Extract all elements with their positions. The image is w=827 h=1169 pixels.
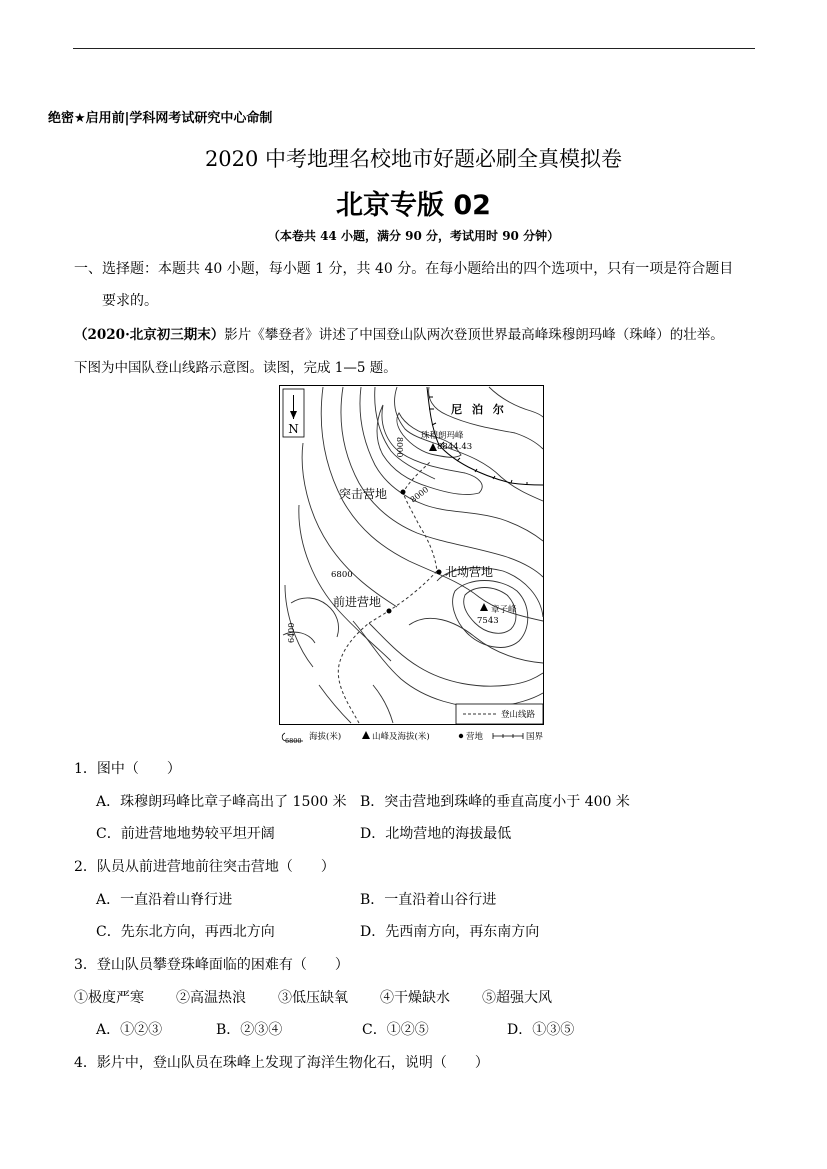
exam-meta: （本卷共 44 小题，满分 90 分，考试用时 90 分钟） [267,229,560,243]
legend-peak-icon [362,731,370,739]
question-3-stem: 3．登山队员攀登珠峰面临的困难有（ ） [74,957,349,973]
section-heading-cont: 要求的。 [102,293,158,309]
north-label: N [288,422,299,436]
question-3-option-a: A．①②③ [96,1022,163,1038]
contour-label-6400: 6400 [287,622,296,643]
question-3-item-3: ③低压缺氧 [278,990,348,1006]
legend-camp: 营地 [466,732,484,742]
question-2-option-a: A．一直沿着山脊行进 [96,892,233,908]
header-note: 绝密★启用前|学科网考试研究中心命制 [48,111,273,126]
question-1-option-c: C．前进营地地势较平坦开阔 [96,826,275,842]
assault-camp-icon [401,490,406,495]
legend-border: 国界 [526,732,544,742]
question-2-option-c: C．先东北方向，再西北方向 [96,924,275,940]
intro-text-2: 下图为中国队登山线路示意图。读图，完成 1—5 题。 [74,360,397,376]
paper-subtitle: 北京专版 02 [336,190,491,221]
question-2-stem: 2．队员从前进营地前往突击营地（ ） [74,859,335,875]
advanced-camp-icon [387,609,392,614]
paper-title: 2020 中考地理名校地市好题必刷全真模拟卷 [204,147,623,171]
everest-name: 珠穆朗玛峰 [421,431,464,441]
legend-contour-value: 6800 [285,737,302,745]
north-col-camp-label: 北坳营地 [445,565,494,579]
north-col-camp-icon [437,570,442,575]
question-2-option-b: B．一直沿着山谷行进 [360,892,497,908]
question-3-item-1: ①极度严寒 [74,990,144,1006]
route-legend [456,704,543,724]
map-legend [279,727,549,745]
legend-contour: 海拔(米) [309,732,342,742]
question-3-item-2: ②高温热浪 [176,990,246,1006]
question-3-option-c: C．①②⑤ [362,1022,429,1038]
advanced-camp-label: 前进营地 [333,595,382,609]
contour-label-8000-b: 8000 [408,484,431,505]
question-3-option-d: D．①③⑤ [507,1022,575,1038]
everest-elevation: 8844.43 [437,442,473,452]
contour-label-6800: 6800 [331,570,353,580]
country-label: 尼 泊 尔 [451,403,507,416]
legend-border-icon [493,733,523,739]
zhangzi-elevation: 7543 [477,616,499,626]
assault-camp-label: 突击营地 [339,487,388,501]
question-1-option-d: D．北坳营地的海拔最低 [360,826,512,842]
legend-peak: 山峰及海拔(米) [372,732,430,742]
question-1-option-b: B．突击营地到珠峰的垂直高度小于 400 米 [360,794,630,810]
zhangzi-name: 章子峰 [491,605,517,615]
header-rule [73,48,755,49]
route-legend-label: 登山线路 [501,710,536,720]
intro-text-1: 影片《攀登者》讲述了中国登山队两次登顶世界最高峰珠穆朗玛峰（珠峰）的壮举。 [224,327,724,343]
section-heading: 一、选择题：本题共 40 小题，每小题 1 分，共 40 分。在每小题给出的四个选项中，只有一项是符合题目 [74,261,734,277]
question-1-stem: 1．图中（ ） [74,761,181,777]
question-3-item-4: ④干燥缺水 [380,990,450,1006]
question-3-option-b: B．②③④ [216,1022,283,1038]
question-1-option-a: A．珠穆朗玛峰比章子峰高出了 1500 米 [96,794,347,810]
climbing-route-map [279,385,544,725]
question-4-stem: 4．影片中，登山队员在珠峰上发现了海洋生物化石，说明（ ） [74,1055,489,1071]
contour-label-8000-a: 8000 [395,437,404,458]
question-intro [74,323,724,343]
question-3-item-5: ⑤超强大风 [482,990,552,1006]
question-source: （2020·北京初三期末） [74,327,225,343]
legend-camp-icon [459,734,463,738]
question-2-option-d: D．先西南方向，再东南方向 [360,924,540,940]
